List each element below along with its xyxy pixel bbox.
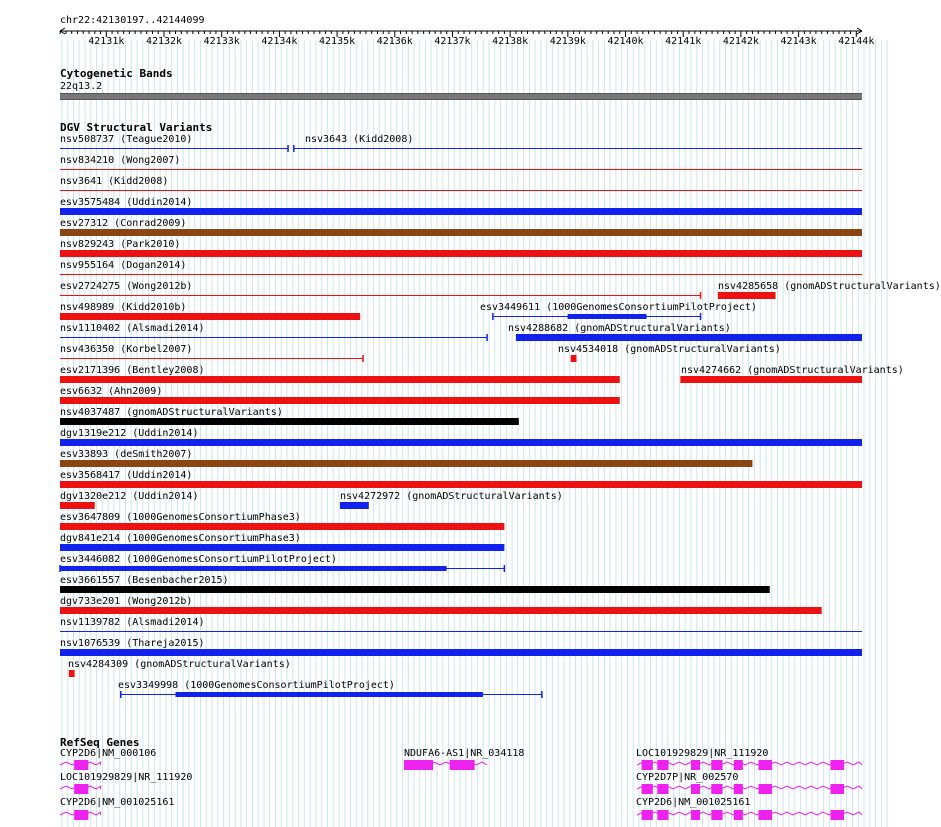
- dgv-feature-bar[interactable]: [175, 692, 482, 697]
- refseq-exon[interactable]: [657, 760, 668, 770]
- refseq-gene-label[interactable]: CYP2D7P|NR_002570: [636, 772, 739, 783]
- dgv-feature-bar[interactable]: [60, 523, 504, 530]
- cytoband-track-title[interactable]: Cytogenetic Bands: [60, 67, 173, 80]
- refseq-exon[interactable]: [74, 810, 88, 820]
- dgv-feature-bar[interactable]: [60, 586, 770, 593]
- dgv-feature-bar[interactable]: [60, 502, 95, 509]
- dgv-feature-bar[interactable]: [718, 292, 776, 299]
- dgv-feature-label[interactable]: nsv4274662 (gnomADStructuralVariants): [681, 365, 904, 376]
- dgv-feature-label[interactable]: esv3449611 (1000GenomesConsortiumPilotProject): [480, 302, 757, 313]
- dgv-feature-label[interactable]: esv3647809 (1000GenomesConsortiumPhase3): [60, 512, 301, 523]
- dgv-feature-bar[interactable]: [60, 418, 519, 425]
- dgv-feature-label[interactable]: esv3568417 (Uddin2014): [60, 470, 193, 481]
- ruler-tick-label: 42141k: [665, 36, 702, 47]
- refseq-exon[interactable]: [711, 810, 722, 820]
- dgv-feature-label[interactable]: dgv733e201 (Wong2012b): [60, 596, 193, 607]
- refseq-exon[interactable]: [759, 810, 772, 820]
- refseq-exon[interactable]: [74, 784, 88, 794]
- refseq-exon[interactable]: [759, 784, 772, 794]
- refseq-exon[interactable]: [691, 784, 700, 794]
- dgv-feature-bar[interactable]: [69, 670, 75, 677]
- dgv-feature-label[interactable]: nsv4272972 (gnomADStructuralVariants): [340, 491, 563, 502]
- cytoband-label: 22q13.2: [60, 81, 103, 92]
- dgv-feature-bar[interactable]: [680, 376, 862, 383]
- ruler-tick-label: 42132k: [145, 36, 183, 47]
- dgv-feature-label[interactable]: nsv834210 (Wong2007): [60, 155, 181, 166]
- refseq-track-title[interactable]: RefSeq Genes: [60, 736, 140, 749]
- dgv-feature-bar[interactable]: [516, 334, 862, 341]
- dgv-feature-bar[interactable]: [60, 566, 447, 571]
- dgv-feature-label[interactable]: dgv1319e212 (Uddin2014): [60, 428, 199, 439]
- dgv-feature-bar[interactable]: [60, 607, 822, 614]
- dgv-feature-bar[interactable]: [568, 314, 647, 319]
- refseq-exon[interactable]: [831, 784, 844, 794]
- refseq-intron: [404, 762, 487, 765]
- refseq-exon[interactable]: [711, 760, 722, 770]
- refseq-exon[interactable]: [831, 810, 844, 820]
- refseq-exon[interactable]: [642, 810, 653, 820]
- dgv-feature-label[interactable]: esv6632 (Ahn2009): [60, 386, 163, 397]
- ruler-tick-label: 42139k: [549, 36, 586, 47]
- location-label: chr22:42130197..42144099: [60, 15, 205, 26]
- refseq-exon[interactable]: [734, 784, 743, 794]
- refseq-intron: [637, 762, 862, 765]
- dgv-feature-label[interactable]: nsv436350 (Korbel2007): [60, 344, 193, 355]
- ruler-tick-label: 42131k: [88, 36, 125, 47]
- refseq-exon[interactable]: [450, 760, 475, 770]
- refseq-exon[interactable]: [831, 760, 844, 770]
- dgv-feature-label[interactable]: esv2724275 (Wong2012b): [60, 281, 193, 292]
- dgv-feature-label[interactable]: nsv1139782 (Alsmadi2014): [60, 617, 205, 628]
- dgv-feature-bar[interactable]: [60, 229, 862, 236]
- refseq-intron: [60, 786, 101, 789]
- dgv-feature-bar[interactable]: [60, 208, 862, 215]
- refseq-exon[interactable]: [711, 784, 722, 794]
- dgv-feature-label[interactable]: dgv1320e212 (Uddin2014): [60, 491, 199, 502]
- refseq-exon[interactable]: [404, 760, 433, 770]
- refseq-intron: [60, 762, 101, 765]
- dgv-feature-bar[interactable]: [60, 313, 360, 320]
- dgv-feature-bar[interactable]: [60, 250, 862, 257]
- dgv-feature-label[interactable]: nsv4284309 (gnomADStructuralVariants): [68, 659, 291, 670]
- dgv-feature-bar[interactable]: [60, 397, 620, 404]
- ruler-tick-label: 42135k: [319, 36, 356, 47]
- dgv-feature-label[interactable]: nsv4037487 (gnomADStructuralVariants): [60, 407, 283, 418]
- dgv-feature-bar[interactable]: [60, 439, 862, 446]
- dgv-feature-label[interactable]: esv3446082 (1000GenomesConsortiumPilotProject): [60, 554, 337, 565]
- refseq-exon[interactable]: [74, 760, 88, 770]
- dgv-feature-label[interactable]: esv33893 (deSmith2007): [60, 449, 193, 460]
- dgv-feature-label[interactable]: nsv829243 (Park2010): [60, 239, 181, 250]
- dgv-feature-bar[interactable]: [340, 502, 369, 509]
- dgv-feature-label[interactable]: nsv4285658 (gnomADStructuralVariants): [718, 281, 941, 292]
- refseq-intron: [637, 812, 862, 815]
- refseq-gene-label[interactable]: LOC101929829|NR_111920: [636, 748, 769, 759]
- refseq-gene-label[interactable]: LOC101929829|NR_111920: [60, 772, 193, 783]
- dgv-track-title[interactable]: DGV Structural Variants: [60, 121, 213, 134]
- dgv-feature-label[interactable]: nsv955164 (Dogan2014): [60, 260, 187, 271]
- refseq-gene-label[interactable]: CYP2D6|NM_000106: [60, 748, 157, 759]
- refseq-intron: [60, 812, 101, 815]
- ruler-tick-label: 42137k: [434, 36, 471, 47]
- refseq-exon[interactable]: [642, 760, 653, 770]
- dgv-feature-label[interactable]: nsv1110402 (Alsmadi2014): [60, 323, 205, 334]
- refseq-exon[interactable]: [657, 810, 668, 820]
- ruler-tick-label: 42143k: [780, 36, 817, 47]
- ruler-tick-label: 42134k: [261, 36, 298, 47]
- ruler-tick-label: 42133k: [203, 36, 240, 47]
- dgv-feature-label[interactable]: esv2171396 (Bentley2008): [60, 365, 205, 376]
- refseq-exon[interactable]: [642, 784, 653, 794]
- dgv-feature-bar[interactable]: [60, 481, 862, 488]
- ruler-tick-label: 42142k: [722, 36, 759, 47]
- dgv-feature-label[interactable]: nsv3641 (Kidd2008): [60, 176, 169, 187]
- dgv-feature-label[interactable]: nsv4288682 (gnomADStructuralVariants): [508, 323, 731, 334]
- dgv-feature-bar[interactable]: [60, 460, 752, 467]
- dgv-feature-label[interactable]: nsv508737 (Teague2010): [60, 134, 193, 145]
- dgv-feature-bar[interactable]: [60, 649, 862, 656]
- refseq-intron: [637, 786, 862, 789]
- refseq-exon[interactable]: [691, 810, 700, 820]
- refseq-exon[interactable]: [657, 784, 668, 794]
- dgv-feature-label[interactable]: esv3349998 (1000GenomesConsortiumPilotProject): [118, 680, 395, 691]
- dgv-feature-label[interactable]: nsv498989 (Kidd2010b): [60, 302, 187, 313]
- ruler[interactable]: [0, 25, 890, 49]
- dgv-feature-label[interactable]: esv3661557 (Besenbacher2015): [60, 575, 229, 586]
- refseq-exon[interactable]: [734, 810, 743, 820]
- ruler-tick-label: 42144k: [838, 36, 875, 47]
- dgv-feature-label[interactable]: nsv3643 (Kidd2008): [305, 134, 414, 145]
- refseq-gene-label[interactable]: CYP2D6|NM_001025161: [636, 797, 751, 808]
- dgv-feature-label[interactable]: dgv841e214 (1000GenomesConsortiumPhase3): [60, 533, 301, 544]
- dgv-feature-label[interactable]: esv3575484 (Uddin2014): [60, 197, 193, 208]
- refseq-exon[interactable]: [691, 760, 700, 770]
- ruler-tick-label: 42138k: [492, 36, 529, 47]
- dgv-feature-bar[interactable]: [60, 544, 504, 551]
- dgv-feature-bar[interactable]: [571, 355, 577, 362]
- dgv-feature-label[interactable]: esv27312 (Conrad2009): [60, 218, 187, 229]
- ruler-tick-label: 42140k: [607, 36, 644, 47]
- dgv-feature-label[interactable]: nsv4534018 (gnomADStructuralVariants): [558, 344, 781, 355]
- dgv-feature-bar[interactable]: [60, 376, 620, 383]
- dgv-feature-label[interactable]: nsv1076539 (Thareja2015): [60, 638, 205, 649]
- refseq-gene-label[interactable]: NDUFA6-AS1|NR_034118: [404, 748, 525, 759]
- ruler-tick-label: 42136k: [376, 36, 413, 47]
- refseq-exon[interactable]: [734, 760, 743, 770]
- cytoband-bar[interactable]: [60, 93, 862, 100]
- refseq-gene-label[interactable]: CYP2D6|NM_001025161: [60, 797, 175, 808]
- refseq-exon[interactable]: [759, 760, 772, 770]
